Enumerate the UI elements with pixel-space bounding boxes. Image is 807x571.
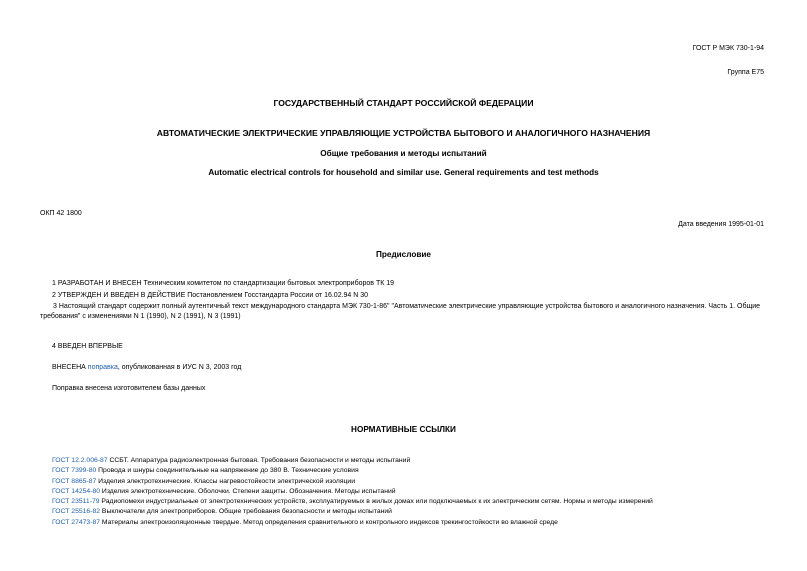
reference-link[interactable]: ГОСТ 7399-80 [52, 467, 97, 475]
okp-code: ОКП 42 1800 [40, 210, 82, 217]
reference-item: ГОСТ 23511-79 Радиопомехи индустриальные от электротехнических устройств, эксплуатируемых в жилых домах или подключаемых к их электрическим сетям. Нормы и методы измерений [52, 498, 653, 506]
amendment-link[interactable]: поправка [87, 364, 118, 371]
standard-title-ru: АВТОМАТИЧЕСКИЕ ЭЛЕКТРИЧЕСКИЕ УПРАВЛЯЮЩИЕ УСТРОЙСТВА БЫТОВОГО И АНАЛОГИЧНОГО НАЗНАЧЕНИЯ [156, 128, 651, 138]
reference-item: ГОСТ 25516-82 Выключатели для электроприборов. Общие требования безопасности и методы испытаний [52, 508, 392, 516]
reference-item: ГОСТ 7399-80 Провода и шнуры соединительные на напряжение до 380 В. Технические условия [52, 467, 359, 475]
document-code: ГОСТ Р МЭК 730-1-94 [692, 45, 764, 52]
reference-item: ГОСТ 27473-87 Материалы электроизоляционные твердые. Метод определения сравнительного и контрольного индексов трекингостойкости во влажной среде [52, 518, 558, 526]
page-title: ГОСУДАРСТВЕННЫЙ СТАНДАРТ РОССИЙСКОЙ ФЕДЕРАЦИИ [273, 98, 534, 108]
reference-link[interactable]: ГОСТ 12.2.006-87 [52, 457, 108, 464]
reference-link[interactable]: ГОСТ 27473-87 [52, 518, 101, 526]
document-group: Группа Е75 [727, 69, 764, 76]
reference-item: ГОСТ 12.2.006-87 ССБТ. Аппаратура радиоэлектронная бытовая. Требования безопасности и методы испытаний [52, 457, 411, 464]
standard-subtitle: Общие требования и методы испытаний [320, 149, 487, 158]
foreword-item-3: 3 Настоящий стандарт содержит полный аутентичный текст международного стандарта МЭК 730-1-86" "Автоматические электрические управляющие устройства бытового и аналогичного назначения. Часть 1. Общие требования" с изменениями N 1 (1990), N 2 (1991), N 3 (1991) [40, 303, 761, 320]
reference-link[interactable]: ГОСТ 23511-79 [52, 498, 100, 506]
amendment-suffix: , опубликованная в ИУС N 3, 2003 год [117, 364, 242, 371]
references-heading: НОРМАТИВНЫЕ ССЫЛКИ [351, 425, 456, 434]
introduction-date: Дата введения 1995-01-01 [678, 221, 764, 228]
reference-item: ГОСТ 14254-80 Изделия электротехнические. Оболочки. Степени защиты. Обозначения. Методы испытаний [52, 487, 396, 495]
amendment-note [52, 363, 241, 373]
standard-title-en: Automatic electrical controls for household and similar use. General requirements and test methods [208, 168, 599, 177]
references-list [52, 456, 653, 528]
reference-link[interactable]: ГОСТ 14254-80 [52, 487, 101, 495]
reference-link[interactable]: ГОСТ 8865-87 [52, 477, 97, 485]
database-note: Поправка внесена изготовителем базы данных [52, 385, 206, 392]
reference-item: ГОСТ 8865-87 Изделия электротехнические. Классы нагревостойкости электрической изоляции [52, 477, 356, 485]
foreword-item-4: 4 ВВЕДЕН ВПЕРВЫЕ [52, 343, 123, 350]
foreword-item-1: 1 РАЗРАБОТАН И ВНЕСЕН Техническим комитетом по стандартизации бытовых электроприборов ТК 19 [52, 280, 395, 287]
reference-link[interactable]: ГОСТ 25516-82 [52, 508, 101, 516]
foreword-item-2: 2 УТВЕРЖДЕН И ВВЕДЕН В ДЕЙСТВИЕ Постановлением Госстандарта России от 16.02.94 N 30 [52, 292, 369, 299]
amendment-prefix: ВНЕСЕНА [52, 364, 88, 371]
foreword-heading: Предисловие [376, 250, 431, 259]
